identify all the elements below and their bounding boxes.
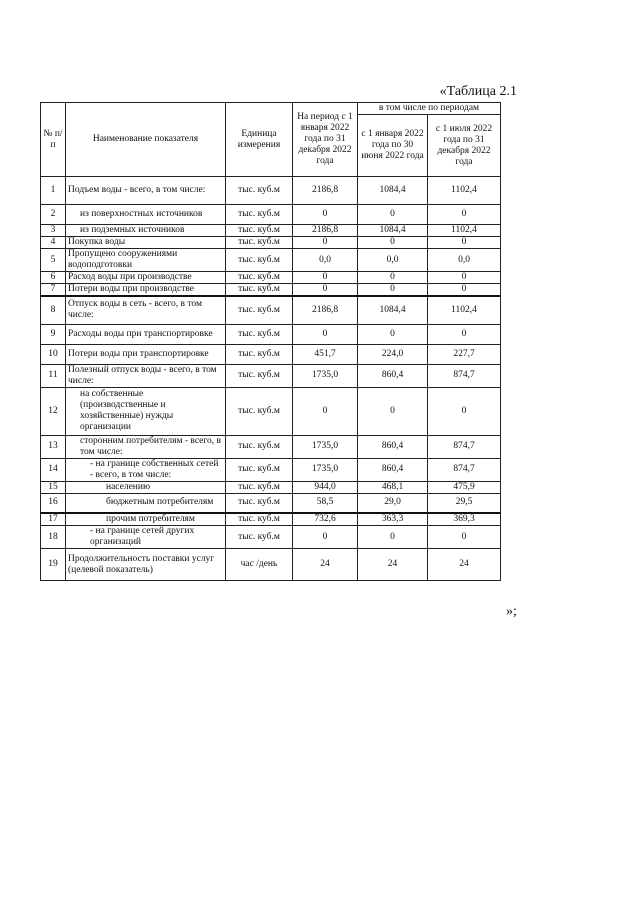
header-period-group: в том числе по периодам xyxy=(358,103,501,115)
row-unit: тыс. куб.м xyxy=(226,387,293,435)
row-period-1: 224,0 xyxy=(358,344,428,364)
row-number: 1 xyxy=(41,177,66,205)
table-row xyxy=(41,458,501,481)
row-unit: тыс. куб.м xyxy=(226,237,293,249)
row-name: Расходы воды при транспортировке xyxy=(66,324,226,344)
table-row xyxy=(41,225,501,237)
row-unit: тыс. куб.м xyxy=(226,205,293,225)
row-number: 9 xyxy=(41,324,66,344)
table-row xyxy=(41,481,501,493)
header-num: № п/п xyxy=(41,103,66,177)
row-number: 3 xyxy=(41,225,66,237)
header-name: Наименование показателя xyxy=(66,103,226,177)
row-period-2: 0 xyxy=(428,205,501,225)
row-period-2: 1102,4 xyxy=(428,225,501,237)
row-total: 2186,8 xyxy=(293,296,358,324)
row-number: 12 xyxy=(41,387,66,435)
row-period-2: 29,5 xyxy=(428,493,501,513)
row-total: 2186,8 xyxy=(293,225,358,237)
row-number: 16 xyxy=(41,493,66,513)
table-row xyxy=(41,526,501,549)
row-number: 17 xyxy=(41,513,66,526)
row-period-2: 227,7 xyxy=(428,344,501,364)
row-name: Покупка воды xyxy=(66,237,226,249)
row-period-2: 475,9 xyxy=(428,481,501,493)
row-number: 4 xyxy=(41,237,66,249)
row-number: 19 xyxy=(41,549,66,581)
row-period-2: 0 xyxy=(428,272,501,284)
water-supply-table xyxy=(40,102,501,581)
row-name: населению xyxy=(66,481,226,493)
table-row xyxy=(41,344,501,364)
row-name: Подъем воды - всего, в том числе: xyxy=(66,177,226,205)
table-row xyxy=(41,272,501,284)
row-number: 11 xyxy=(41,364,66,387)
row-total: 0 xyxy=(293,324,358,344)
row-total: 0 xyxy=(293,237,358,249)
row-number: 18 xyxy=(41,526,66,549)
row-unit: тыс. куб.м xyxy=(226,435,293,458)
row-unit: тыс. куб.м xyxy=(226,364,293,387)
row-unit: тыс. куб.м xyxy=(226,481,293,493)
row-name: на собственные (производственные и хозяйственные) нужды организации xyxy=(66,387,226,435)
row-period-1: 1084,4 xyxy=(358,177,428,205)
row-unit: тыс. куб.м xyxy=(226,513,293,526)
row-unit: тыс. куб.м xyxy=(226,225,293,237)
row-number: 8 xyxy=(41,296,66,324)
row-name: Потери воды при транспортировке xyxy=(66,344,226,364)
table-row xyxy=(41,549,501,581)
row-number: 7 xyxy=(41,284,66,297)
row-period-2: 874,7 xyxy=(428,458,501,481)
table-row xyxy=(41,435,501,458)
row-unit: тыс. куб.м xyxy=(226,493,293,513)
row-number: 10 xyxy=(41,344,66,364)
row-period-2: 24 xyxy=(428,549,501,581)
row-number: 13 xyxy=(41,435,66,458)
row-period-1: 860,4 xyxy=(358,435,428,458)
row-unit: тыс. куб.м xyxy=(226,284,293,297)
row-name: - на границе собственных сетей - всего, в том числе: xyxy=(66,458,226,481)
row-total: 1735,0 xyxy=(293,458,358,481)
row-name: Потери воды при производстве xyxy=(66,284,226,297)
row-name: сторонним потребителям - всего, в том числе: xyxy=(66,435,226,458)
row-total: 1735,0 xyxy=(293,364,358,387)
table-row xyxy=(41,205,501,225)
row-name: Полезный отпуск воды - всего, в том числе: xyxy=(66,364,226,387)
row-period-2: 0 xyxy=(428,387,501,435)
row-period-2: 1102,4 xyxy=(428,296,501,324)
row-name: прочим потребителям xyxy=(66,513,226,526)
table-row xyxy=(41,493,501,513)
header-unit: Единица измерения xyxy=(226,103,293,177)
row-period-1: 0 xyxy=(358,237,428,249)
closing-quote: »; xyxy=(506,604,517,619)
row-total: 732,6 xyxy=(293,513,358,526)
header-period-1: с 1 января 2022 года по 30 июня 2022 года xyxy=(358,115,428,177)
row-total: 0 xyxy=(293,272,358,284)
row-period-1: 1084,4 xyxy=(358,225,428,237)
row-total: 0 xyxy=(293,205,358,225)
row-total: 58,5 xyxy=(293,493,358,513)
row-unit: тыс. куб.м xyxy=(226,272,293,284)
row-total: 24 xyxy=(293,549,358,581)
row-period-2: 369,3 xyxy=(428,513,501,526)
row-total: 451,7 xyxy=(293,344,358,364)
row-period-1: 0 xyxy=(358,284,428,297)
table-row xyxy=(41,513,501,526)
row-period-2: 0 xyxy=(428,324,501,344)
row-period-2: 874,7 xyxy=(428,364,501,387)
header-total-period: На период с 1 января 2022 года по 31 декабря 2022 года xyxy=(293,103,358,177)
row-name: Пропущено сооружениями водоподготовки xyxy=(66,249,226,272)
table-row xyxy=(41,249,501,272)
row-unit: тыс. куб.м xyxy=(226,296,293,324)
row-unit: тыс. куб.м xyxy=(226,249,293,272)
row-unit: час /день xyxy=(226,549,293,581)
row-period-1: 0,0 xyxy=(358,249,428,272)
row-period-1: 24 xyxy=(358,549,428,581)
row-unit: тыс. куб.м xyxy=(226,458,293,481)
row-total: 0,0 xyxy=(293,249,358,272)
row-total: 2186,8 xyxy=(293,177,358,205)
row-period-2: 1102,4 xyxy=(428,177,501,205)
row-name: из подземных источников xyxy=(66,225,226,237)
row-unit: тыс. куб.м xyxy=(226,526,293,549)
row-name: Отпуск воды в сеть - всего, в том числе: xyxy=(66,296,226,324)
row-period-1: 0 xyxy=(358,526,428,549)
table-row xyxy=(41,324,501,344)
table-row xyxy=(41,296,501,324)
row-total: 0 xyxy=(293,387,358,435)
table-caption: «Таблица 2.1 xyxy=(439,84,517,99)
row-number: 15 xyxy=(41,481,66,493)
row-period-2: 0 xyxy=(428,526,501,549)
row-name: Продолжительность поставки услуг (целевой показатель) xyxy=(66,549,226,581)
row-period-1: 860,4 xyxy=(358,458,428,481)
row-period-2: 0 xyxy=(428,284,501,297)
header-period-2: с 1 июля 2022 года по 31 декабря 2022 года xyxy=(428,115,501,177)
row-period-1: 0 xyxy=(358,387,428,435)
table-row xyxy=(41,177,501,205)
table-row xyxy=(41,364,501,387)
row-total: 944,0 xyxy=(293,481,358,493)
row-unit: тыс. куб.м xyxy=(226,324,293,344)
row-period-1: 468,1 xyxy=(358,481,428,493)
row-period-2: 874,7 xyxy=(428,435,501,458)
row-number: 2 xyxy=(41,205,66,225)
row-total: 1735,0 xyxy=(293,435,358,458)
table-row xyxy=(41,387,501,435)
row-number: 14 xyxy=(41,458,66,481)
row-period-1: 1084,4 xyxy=(358,296,428,324)
row-number: 5 xyxy=(41,249,66,272)
row-total: 0 xyxy=(293,526,358,549)
row-period-1: 0 xyxy=(358,272,428,284)
row-period-1: 860,4 xyxy=(358,364,428,387)
row-period-1: 0 xyxy=(358,324,428,344)
row-name: - на границе сетей других организаций xyxy=(66,526,226,549)
row-unit: тыс. куб.м xyxy=(226,177,293,205)
row-period-1: 0 xyxy=(358,205,428,225)
row-period-1: 29,0 xyxy=(358,493,428,513)
row-number: 6 xyxy=(41,272,66,284)
table-row xyxy=(41,284,501,297)
row-name: из поверхностных источников xyxy=(66,205,226,225)
row-name: Расход воды при производстве xyxy=(66,272,226,284)
row-unit: тыс. куб.м xyxy=(226,344,293,364)
table-row xyxy=(41,237,501,249)
row-name: бюджетным потребителям xyxy=(66,493,226,513)
row-period-1: 363,3 xyxy=(358,513,428,526)
row-total: 0 xyxy=(293,284,358,297)
row-period-2: 0 xyxy=(428,237,501,249)
row-period-2: 0,0 xyxy=(428,249,501,272)
